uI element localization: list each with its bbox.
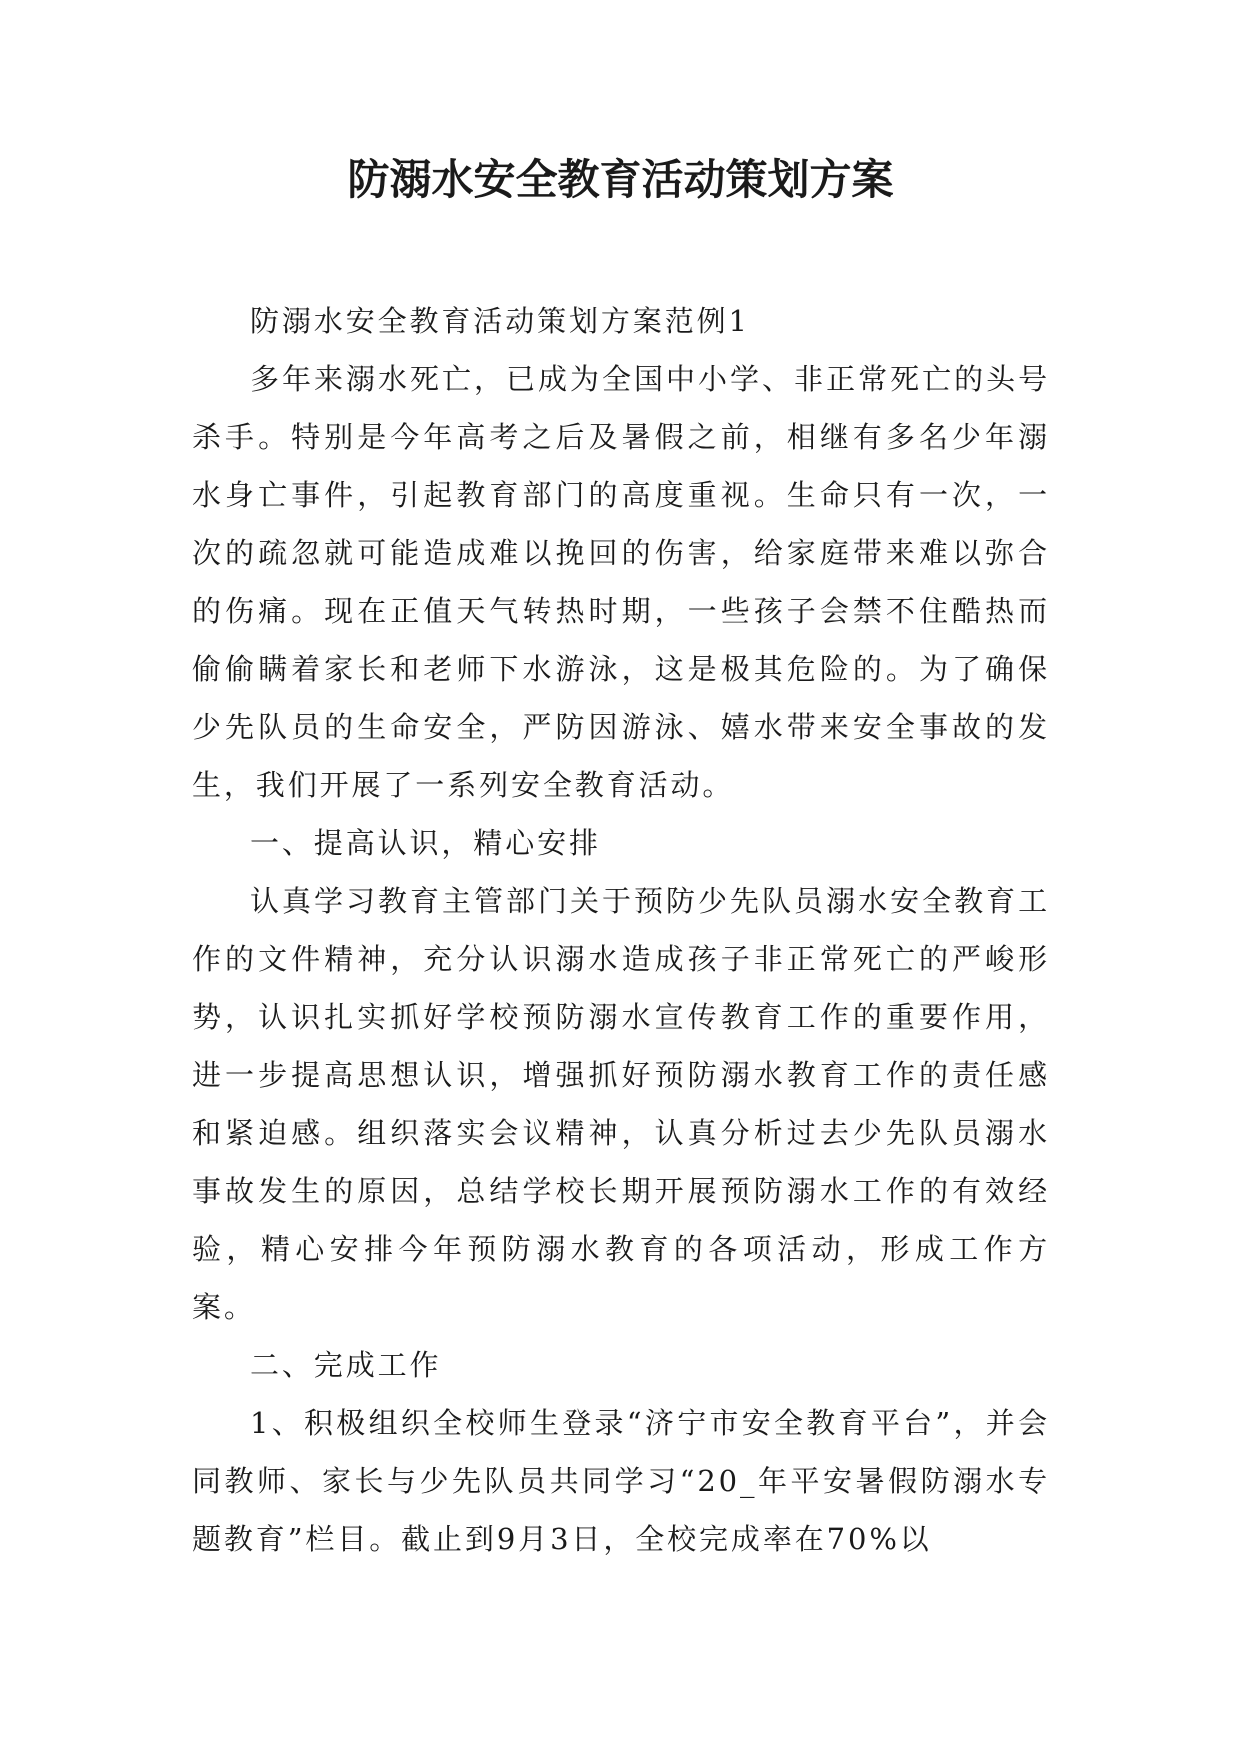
section-heading-1: 一、提高认识，精心安排 (250, 826, 601, 860)
document-title: 防溺水安全教育活动策划方案 (347, 155, 894, 204)
section-1-paragraph: 认真学习教育主管部门关于预防少先队员溺水安全教育工作的文件精神，充分认识溺水造成孩子非正常死亡的严峻形势，认识扎实抓好学校预防溺水宣传教育工作的重要作用，进一步提高思想认识，增强抓好预防溺水教育工作的责任感和紧迫感。组织落实会议精神，认真分析过去少先队员溺水事故发生的原因，总结学校长期开展预防溺水工作的有效经验，精心安排今年预防溺水教育的各项活动，形成工作方案。 (192, 884, 1050, 1324)
section-2-paragraph: 1、积极组织全校师生登录“济宁市安全教育平台”，并会同教师、家长与少先队员共同学习“20_年平安暑假防溺水专题教育”栏目。截止到9月3日，全校完成率在70%以 (192, 1406, 1050, 1556)
document-body (192, 292, 1050, 1568)
section-heading-2: 二、完成工作 (250, 1348, 442, 1382)
intro-paragraph: 多年来溺水死亡，已成为全国中小学、非正常死亡的头号杀手。特别是今年高考之后及暑假之前，相继有多名少年溺水身亡事件，引起教育部门的高度重视。生命只有一次，一次的疏忽就可能造成难以挽回的伤害，给家庭带来难以弥合的伤痛。现在正值天气转热时期，一些孩子会禁不住酷热而偷偷瞒着家长和老师下水游泳，这是极其危险的。为了确保少先队员的生命安全，严防因游泳、嬉水带来安全事故的发生，我们开展了一系列安全教育活动。 (192, 362, 1050, 802)
example-heading: 防溺水安全教育活动策划方案范例1 (250, 304, 750, 338)
